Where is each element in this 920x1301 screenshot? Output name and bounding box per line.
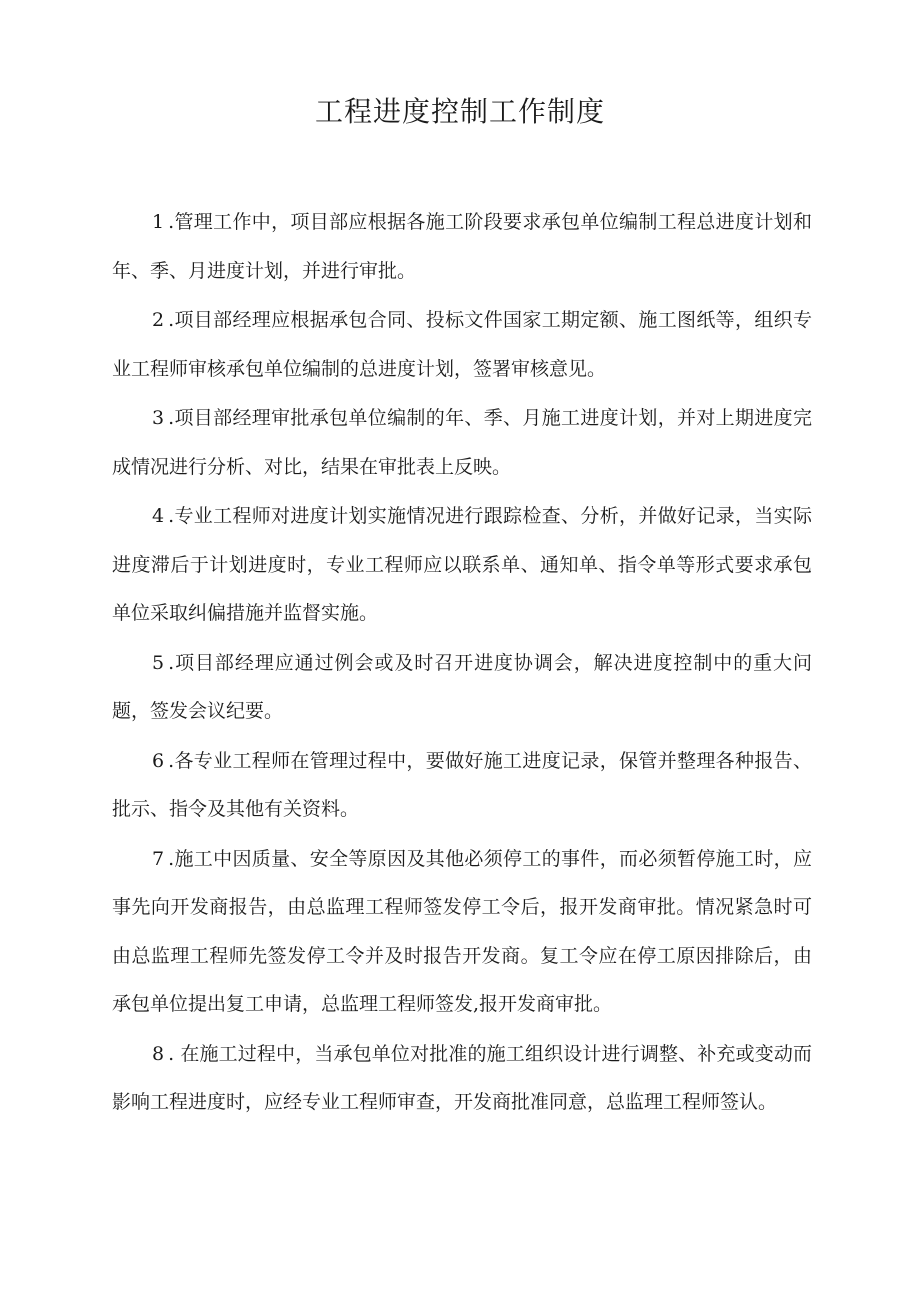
- paragraph-text: .各专业工程师在管理过程中，要做好施工进度记录，保管并整理各种报告、批示、指令及其他有关资料。: [112, 749, 812, 820]
- paragraph-2: [112, 296, 812, 393]
- paragraph-5: [112, 639, 812, 736]
- paragraph-text: .施工中因质量、安全等原因及其他必须停工的事件，而必须暂停施工时，应事先向开发商报告，由总监理工程师签发停工令后，报开发商审批。情况紧急时可由总监理工程师先签发停工令并及时报告开发商。复工令应在停工原因排除后，由承包单位提出复工申请，总监理工程师签发,报开发商审批。: [112, 847, 812, 1015]
- paragraph-number: 7: [152, 847, 165, 870]
- paragraph-number: 2: [152, 309, 165, 331]
- paragraph-number: 8: [152, 1042, 165, 1065]
- paragraph-text: .项目部经理审批承包单位编制的年、季、月施工进度计划，并对上期进度完成情况进行分析、对比，结果在审批表上反映。: [112, 407, 812, 478]
- paragraph-4: [112, 492, 812, 638]
- document-body: [112, 198, 812, 1128]
- paragraph-text: .项目部经理应通过例会或及时召开进度协调会，解决进度控制中的重大问题，签发会议纪要。: [112, 651, 812, 722]
- paragraph-text: .项目部经理应根据承包合同、投标文件国家工期定额、施工图纸等，组织专业工程师审核承包单位编制的总进度计划，签署审核意见。: [112, 309, 812, 380]
- paragraph-number: 3: [152, 407, 165, 429]
- paragraph-text: . 在施工过程中，当承包单位对批准的施工组织设计进行调整、补充或变动而影响工程进度时，应经专业工程师审查，开发商批准同意，总监理工程师签认。: [112, 1042, 812, 1113]
- paragraph-6: [112, 737, 812, 834]
- paragraph-number: 6: [152, 749, 165, 772]
- paragraph-text: .专业工程师对进度计划实施情况进行跟踪检查、分析，并做好记录，当实际进度滞后于计划进度时，专业工程师应以联系单、通知单、指令单等形式要求承包单位采取纠偏措施并监督实施。: [112, 505, 812, 624]
- paragraph-text: .管理工作中，项目部应根据各施工阶段要求承包单位编制工程总进度计划和年、季、月进度计划，并进行审批。: [112, 211, 812, 282]
- paragraph-3: [112, 394, 812, 491]
- paragraph-1: [112, 198, 812, 295]
- document-title: 工程进度控制工作制度: [314, 95, 605, 128]
- paragraph-number: 5: [152, 651, 165, 674]
- paragraph-number: 4: [152, 505, 165, 527]
- paragraph-number: 1: [152, 211, 165, 233]
- paragraph-7: [112, 835, 812, 1029]
- paragraph-8: [112, 1030, 812, 1127]
